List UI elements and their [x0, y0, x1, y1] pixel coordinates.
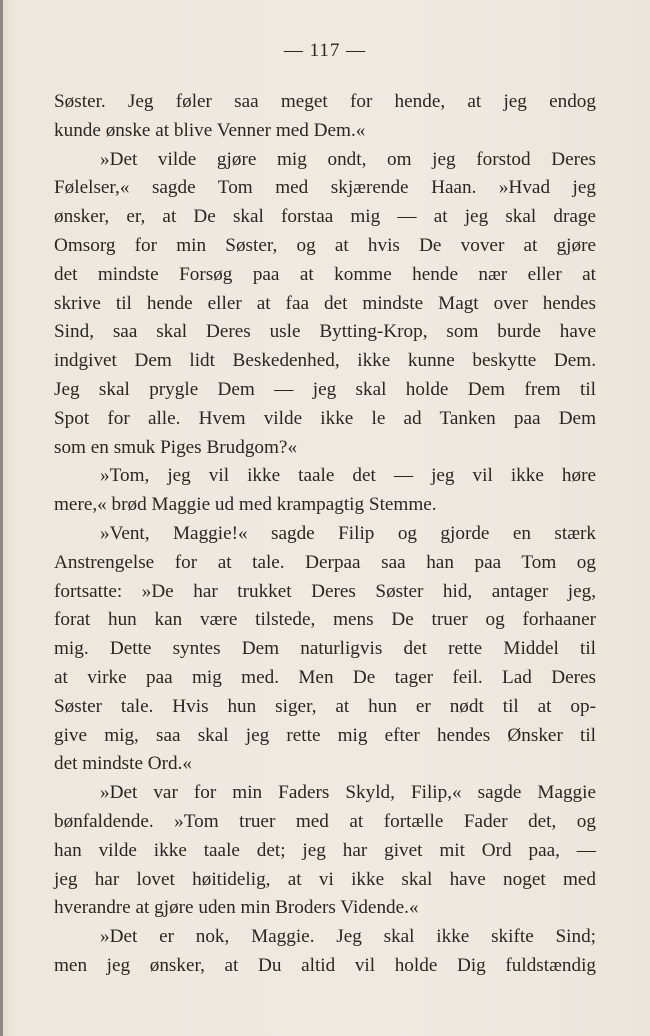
- text-line: hverandre at gjøre uden min Broders Vidende.«: [54, 897, 419, 919]
- text-line: give mig, saa skal jeg rette mig efter hendes Ønsker til: [54, 724, 596, 746]
- body-text: [54, 88, 596, 981]
- text-line: det mindste Ord.«: [54, 753, 193, 775]
- text-line: men jeg ønsker, at Du altid vil holde Dig fuldstændig: [54, 954, 596, 976]
- text-line: Søster tale. Hvis hun siger, at hun er nødt til at op-: [54, 695, 596, 717]
- text-line: det mindste Forsøg paa at komme hende nær eller at: [54, 263, 596, 285]
- text-line: »Tom, jeg vil ikke taale det — jeg vil ikke høre: [100, 465, 596, 487]
- text-line: bønfaldende. »Tom truer med at fortælle Fader det, og: [54, 810, 596, 832]
- text-line: forat hun kan være tilstede, mens De truer og forhaaner: [54, 609, 596, 631]
- text-line: han vilde ikke taale det; jeg har givet mit Ord paa, —: [54, 839, 596, 861]
- text-line: »Det er nok, Maggie. Jeg skal ikke skifte Sind;: [100, 926, 596, 948]
- text-line: »Det vilde gjøre mig ondt, om jeg forstod Deres: [100, 148, 596, 170]
- text-line: mig. Dette syntes Dem naturligvis det rette Middel til: [54, 638, 596, 660]
- text-line: mere,« brød Maggie ud med krampagtig Stemme.: [54, 494, 437, 516]
- text-line: at virke paa mig med. Men De tager feil. Lad Deres: [54, 666, 596, 688]
- text-line: jeg har lovet høitidelig, at vi ikke skal have noget med: [54, 868, 596, 890]
- text-line: »Det var for min Faders Skyld, Filip,« sagde Maggie: [100, 782, 596, 804]
- text-line: ønsker, er, at De skal forstaa mig — at jeg skal drage: [54, 206, 596, 228]
- text-line: Følelser,« sagde Tom med skjærende Haan. »Hvad jeg: [54, 177, 596, 199]
- text-line: Spot for alle. Hvem vilde ikke le ad Tanken paa Dem: [54, 407, 596, 429]
- text-line: Sind, saa skal Deres usle Bytting-Krop, som burde have: [54, 321, 596, 343]
- text-line: Jeg skal prygle Dem — jeg skal holde Dem frem til: [54, 378, 596, 400]
- text-line: som en smuk Piges Brudgom?«: [54, 436, 298, 458]
- page-spine-edge: [0, 0, 3, 1036]
- page-number-header: — 117 —: [283, 40, 367, 61]
- text-line: indgivet Dem lidt Beskedenhed, ikke kunne beskytte Dem.: [54, 350, 596, 372]
- text-line: skrive til hende eller at faa det mindste Magt over hendes: [54, 292, 596, 314]
- text-line: fortsatte: »De har trukket Deres Søster hid, antager jeg,: [54, 580, 596, 602]
- text-line: »Vent, Maggie!« sagde Filip og gjorde en stærk: [100, 522, 596, 544]
- text-line: Søster. Jeg føler saa meget for hende, at jeg endog: [54, 91, 596, 112]
- text-line: Omsorg for min Søster, og at hvis De vover at gjøre: [54, 234, 596, 256]
- text-line: kunde ønske at blive Venner med Dem.«: [54, 119, 366, 141]
- text-line: Anstrengelse for at tale. Derpaa saa han paa Tom og: [54, 551, 596, 573]
